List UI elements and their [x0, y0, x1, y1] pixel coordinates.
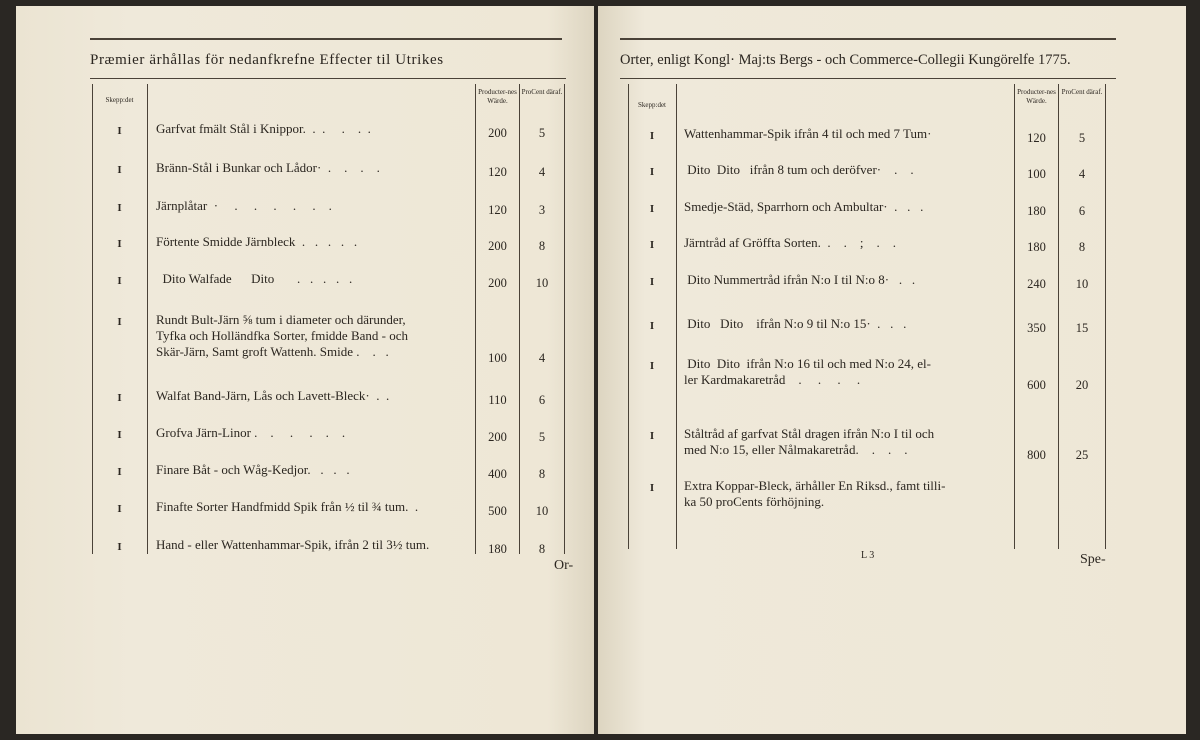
col-header-skepp: Skepp:det	[638, 101, 666, 109]
cell-desc: Dito Dito ifrån 8 tum och deröfver· . .	[684, 162, 914, 177]
cell-skepp: I	[117, 316, 122, 328]
col-line	[564, 84, 565, 554]
cell-value: 120	[488, 165, 507, 179]
cell-value: 120	[488, 203, 507, 217]
col-line	[147, 84, 148, 554]
cell-skepp: I	[117, 275, 122, 287]
cell-value: 180	[1027, 204, 1046, 218]
left-page	[16, 6, 594, 734]
header-rule	[620, 78, 1116, 79]
cell-percent: 3	[538, 203, 546, 217]
signature-mark: L 3	[861, 550, 875, 561]
cell-value: 200	[488, 276, 507, 290]
cell-skepp: I	[117, 238, 122, 250]
cell-percent: 25	[1075, 448, 1089, 462]
cell-desc: Ståltråd af garfvat Stål dragen ifrån N:o I til och med N:o 15, eller Nålmakaretråd. . . .	[684, 426, 935, 457]
col-header-percent: ProCent däraf.	[521, 88, 563, 96]
col-header-value: Producter-nes Wärde.	[478, 88, 517, 105]
cell-desc: Extra Koppar-Bleck, ärhåller En Riksd., famt tilli- ka 50 proCents förhöjning.	[684, 478, 946, 509]
cell-value: 100	[1027, 167, 1046, 181]
top-rule	[90, 38, 562, 40]
cell-desc: Järntråd af Gröffta Sorten. . . ; . .	[684, 235, 897, 250]
cell-desc: Walfat Band-Järn, Lås och Lavett-Bleck· . .	[156, 388, 390, 403]
cell-desc: Dito Dito ifrån N:o 9 til N:o 15· . . .	[684, 316, 907, 331]
col-line	[1058, 84, 1059, 549]
col-line	[1014, 84, 1015, 549]
cell-desc: Bränn-Stål i Bunkar och Lådor· . . . .	[156, 160, 380, 175]
col-header-value: Producter-nes Wärde.	[1017, 88, 1056, 105]
cell-skepp: I	[117, 466, 122, 478]
cell-desc: Grofva Järn-Linor . . . . . .	[156, 425, 346, 440]
cell-value: 110	[488, 393, 507, 407]
cell-skepp: I	[117, 429, 122, 441]
cell-desc: Finare Båt - och Wåg-Kedjor. . . .	[156, 462, 350, 477]
cell-desc: Rundt Bult-Järn ⅝ tum i diameter och därunder, Tyfka och Holländfka Sorter, fmidde Band - och Skär-Järn, Samt groft Wattenh. Smide . . .	[156, 312, 408, 359]
cell-desc: Garfvat fmält Stål i Knippor. . . . . .	[156, 121, 371, 136]
cell-percent: 5	[538, 126, 546, 140]
cell-skepp: I	[117, 164, 122, 176]
cell-percent: 5	[1078, 131, 1086, 145]
header-rule	[90, 78, 566, 79]
catchword: Spe-	[1080, 552, 1106, 567]
cell-skepp: I	[649, 320, 655, 332]
cell-percent: 6	[538, 393, 546, 407]
cell-percent: 8	[1078, 240, 1086, 254]
cell-value: 800	[1027, 448, 1046, 462]
cell-percent: 10	[1075, 277, 1089, 291]
cell-percent: 8	[538, 542, 546, 556]
cell-skepp: I	[649, 203, 655, 215]
cell-desc: Förtente Smidde Järnbleck . . . . .	[156, 234, 358, 249]
cell-percent: 10	[535, 276, 549, 290]
cell-percent: 8	[538, 239, 546, 253]
cell-percent: 4	[538, 165, 546, 179]
cell-value: 600	[1027, 378, 1046, 392]
cell-desc: Smedje-Städ, Sparrhorn och Ambultar· . . .	[684, 199, 924, 214]
cell-skepp: I	[117, 541, 122, 553]
cell-value: 180	[488, 542, 507, 556]
col-line	[475, 84, 476, 554]
top-rule	[620, 38, 1116, 40]
cell-value: 500	[488, 504, 507, 518]
cell-percent: 4	[538, 351, 546, 365]
cell-desc: Dito Dito ifrån N:o 16 til och med N:o 24, el- ler Kardmakaretråd . . . .	[684, 356, 931, 387]
page-header: Præmier ärhållas för nedanfkrefne Effecter til Utrikes	[90, 52, 444, 68]
col-header-percent: ProCent däraf.	[1061, 88, 1103, 96]
cell-percent: 10	[535, 504, 549, 518]
cell-skepp: I	[117, 202, 122, 214]
cell-value: 120	[1027, 131, 1046, 145]
cell-skepp: I	[649, 360, 655, 372]
cell-skepp: I	[117, 125, 122, 137]
cell-desc: Wattenhammar-Spik ifrån 4 til och med 7 Tum·	[684, 126, 932, 141]
cell-skepp: I	[117, 392, 122, 404]
cell-desc: Dito Nummertråd ifrån N:o I til N:o 8· . .	[684, 272, 916, 287]
cell-desc: Järnplåtar · . . . . . .	[156, 198, 332, 213]
cell-percent: 20	[1075, 378, 1089, 392]
cell-desc: Finafte Sorter Handfmidd Spik från ½ til ¾ tum. .	[156, 499, 419, 514]
cell-skepp: I	[649, 276, 655, 288]
catchword: Or-	[554, 558, 574, 573]
cell-value: 350	[1027, 321, 1046, 335]
col-header-skepp: Skepp:det	[105, 96, 134, 104]
cell-percent: 8	[538, 467, 546, 481]
cell-value: 400	[488, 467, 507, 481]
cell-skepp: I	[649, 239, 655, 251]
right-page	[598, 6, 1186, 734]
col-line	[519, 84, 520, 554]
col-line	[1105, 84, 1106, 549]
cell-percent: 15	[1075, 321, 1089, 335]
cell-value: 180	[1027, 240, 1046, 254]
cell-desc: Dito Walfade Dito . . . . .	[156, 271, 353, 286]
cell-skepp: I	[649, 130, 655, 142]
cell-skepp: I	[649, 166, 655, 178]
cell-percent: 4	[1078, 167, 1086, 181]
cell-skepp: I	[649, 430, 655, 442]
cell-value: 200	[488, 126, 507, 140]
cell-skepp: I	[117, 503, 122, 515]
cell-value: 200	[488, 430, 507, 444]
cell-value: 200	[488, 239, 507, 253]
col-line	[676, 84, 677, 549]
cell-percent: 5	[538, 430, 546, 444]
cell-value: 100	[488, 351, 507, 365]
cell-value: 240	[1027, 277, 1046, 291]
cell-skepp: I	[649, 482, 655, 494]
page-header: Orter, enligt Kongl· Maj:ts Bergs - och Commerce-Collegii Kungörelfe 1775.	[620, 52, 1071, 68]
cell-desc: Hand - eller Wattenhammar-Spik, ifrån 2 til 3½ tum.	[156, 537, 430, 552]
cell-percent: 6	[1078, 204, 1086, 218]
